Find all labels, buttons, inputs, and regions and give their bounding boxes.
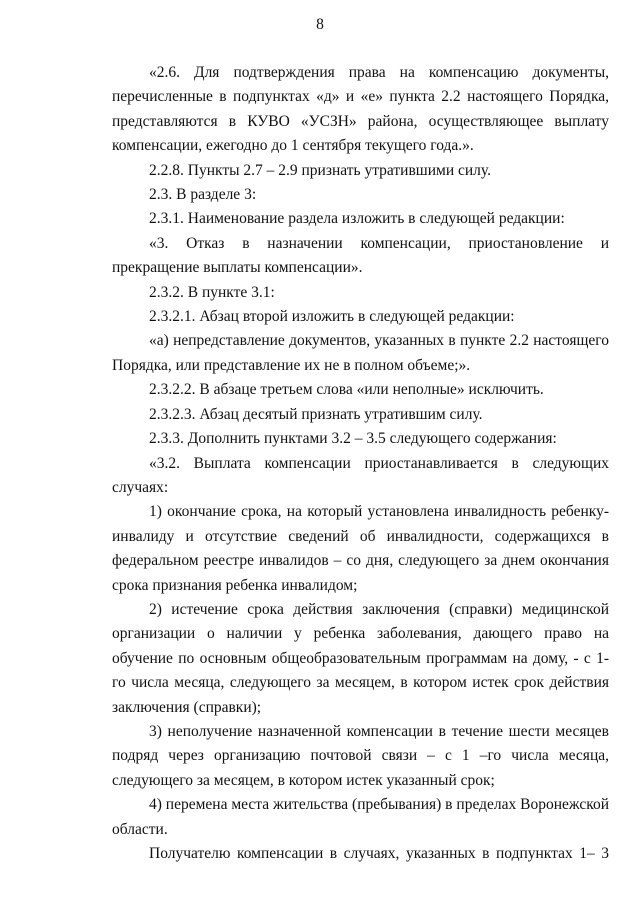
paragraph-2-3-3: 2.3.3. Дополнить пунктами 3.2 – 3.5 следующего содержания:	[149, 430, 557, 448]
list-item-1: 1) окончание срока, на который установлена инвалидность ребенку-инвалиду и отсутствие сведений об инвалидности, содержащихся в федеральном реестре инвалидов – со дня, следующего за днем окончания срока признания ребенка инвалидом;	[112, 503, 609, 594]
paragraph-3-2: «3.2. Выплата компенсации приостанавливается в следующих случаях:	[112, 454, 609, 496]
list-item-4: 4) перемена места жительства (пребывания) в пределах Воронежской области.	[112, 796, 609, 838]
paragraph-2-2-8: 2.2.8. Пункты 2.7 – 2.9 признать утратившими силу.	[149, 161, 491, 179]
list-item-3: 3) неполучение назначенной компенсации в течение шести месяцев подряд через организацию почтовой связи – с 1 –го числа месяца, следующего за месяцем, в котором истек указанный срок;	[112, 722, 609, 789]
paragraph-recipient: Получателю компенсации в случаях, указанных в подпунктах 1– 3	[149, 845, 609, 862]
paragraph-2-3-2-2: 2.3.2.2. В абзаце третьем слова «или неполные» исключить.	[149, 381, 544, 399]
page-number: 8	[316, 16, 324, 33]
paragraph-section-3-title: «3. Отказ в назначении компенсации, приостановление и прекращение выплаты компенсации».	[112, 234, 609, 277]
paragraph-2-6: «2.6. Для подтверждения права на компенсацию документы, перечисленные в подпунктах «д» и «е» пункта 2.2 настоящего Порядка, представляются в КУВО «УСЗН» района, осуществляющее выплату компенсации, ежегодно до 1 сентября текущего года.».	[112, 64, 609, 155]
paragraph-2-3-2: 2.3.2. В пункте 3.1:	[149, 283, 275, 301]
paragraph-2-3-2-1: 2.3.2.1. Абзац второй изложить в следующей редакции:	[149, 308, 515, 326]
paragraph-2-3-1: 2.3.1. Наименование раздела изложить в следующей редакции:	[149, 210, 565, 228]
paragraph-2-3-2-3: 2.3.2.3. Абзац десятый признать утратившим силу.	[149, 405, 483, 423]
paragraph-subitem-a: «а) непредставление документов, указанных в пункте 2.2 настоящего Порядка, или представление их не в полном объеме;».	[112, 332, 609, 374]
list-item-2: 2) истечение срока действия заключения (справки) медицинской организации о наличии у ребенка заболевания, дающего право на обучение по основным общеобразовательным программам на дому, - с 1-го числа месяца, следующего за месяцем, в котором истек срок действия заключения (справки);	[112, 600, 609, 716]
paragraph-2-3: 2.3. В разделе 3:	[149, 186, 257, 204]
document-body	[112, 61, 609, 866]
